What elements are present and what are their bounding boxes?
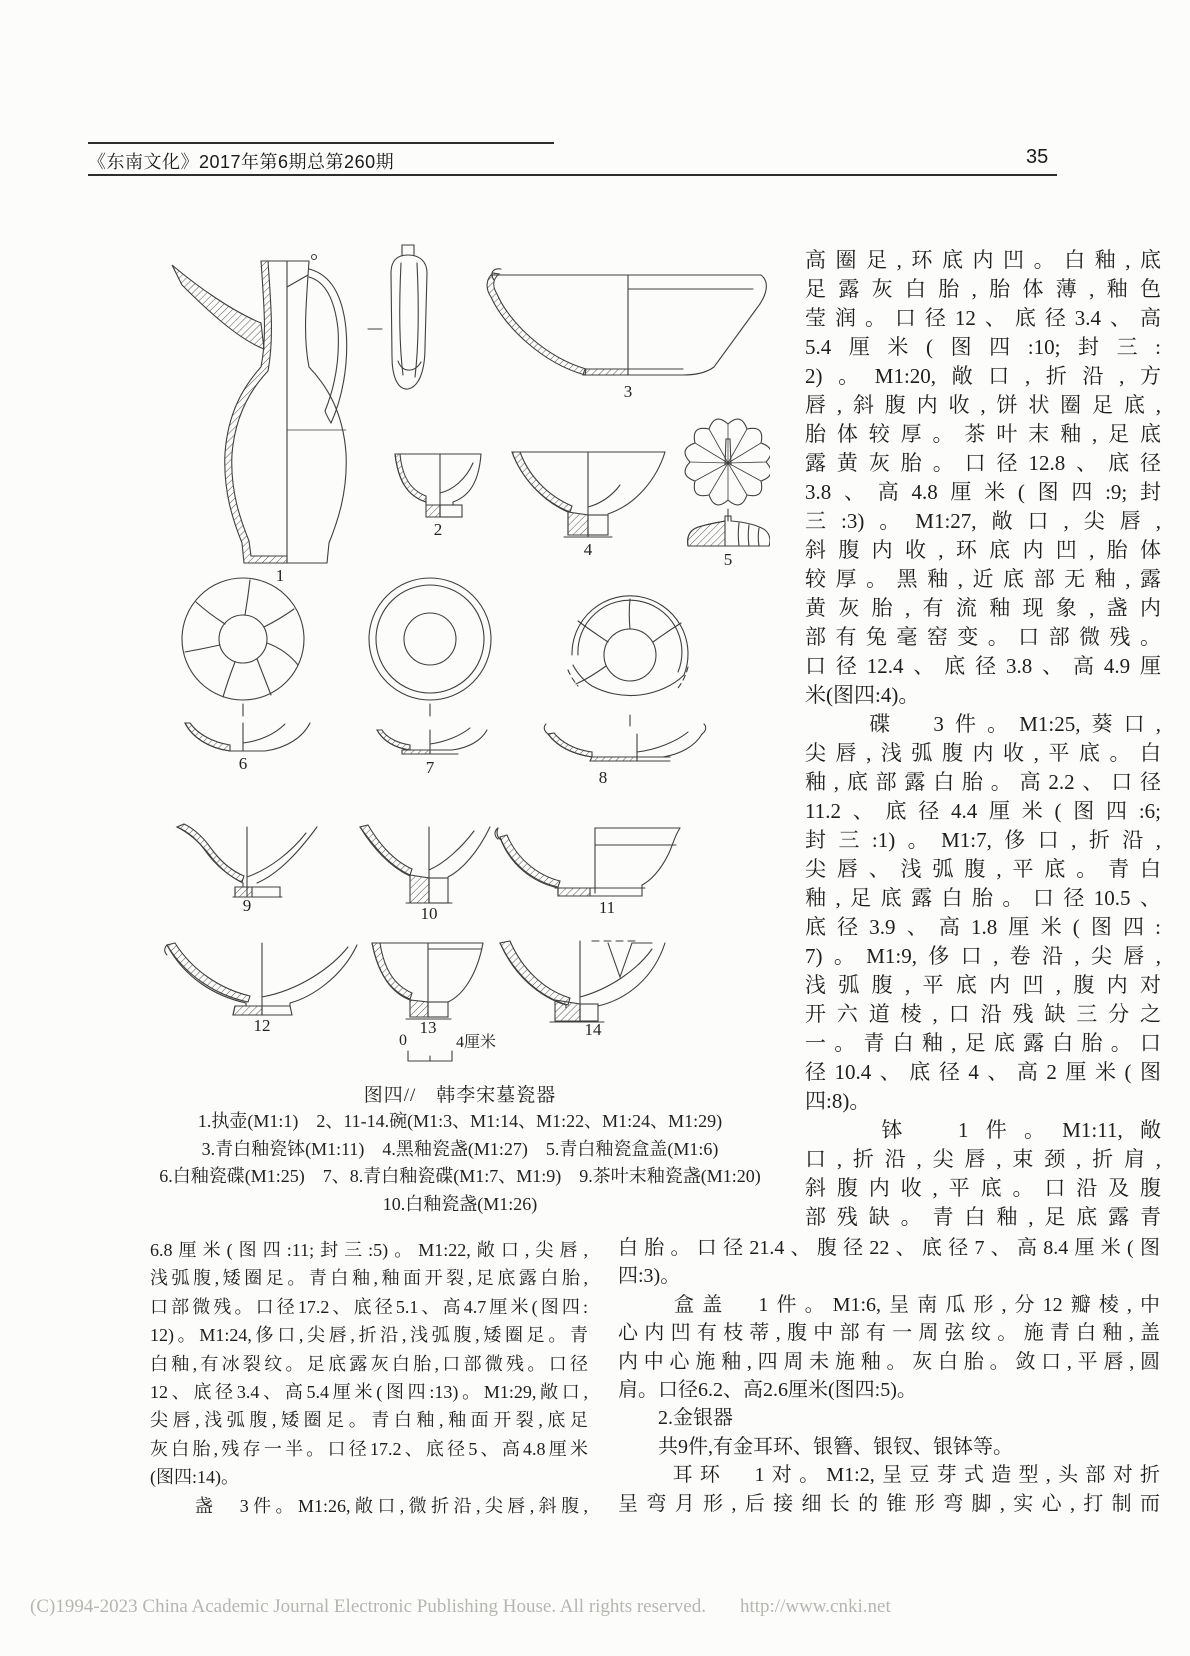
vessel-4-cup [512, 452, 665, 537]
text-line: 10.白釉瓷盏(M1:26) [382, 1193, 538, 1214]
vessel-1-ewer [172, 245, 427, 563]
text-line: 口径12.4、底径3.8、高4.9厘 [805, 654, 1161, 678]
text-line: 1.执壶(M1:1) 2、11-14.碗(M1:3、M1:14、M1:22、M1:24、M1:29) [197, 1111, 723, 1131]
text-line: 斜腹内收,平底。口沿及腹 [805, 1176, 1161, 1200]
figure-label-5: 5 [723, 550, 733, 569]
vessel-3-basin [487, 269, 766, 375]
figure-caption-lines [150, 1108, 770, 1218]
scale-bar [408, 1051, 452, 1061]
text-line: 径10.4、底径4、高2厘米(图 [805, 1060, 1161, 1084]
footer-copyright [30, 1596, 891, 1618]
text-line: 黄灰胎,有流釉现象,盏内 [805, 596, 1161, 620]
text-line: 3.8、高4.8厘米(图四:9;封 [805, 480, 1161, 504]
text-line: 2.金银器 [618, 1407, 733, 1430]
vessel-6-dish [182, 578, 310, 751]
vessel-9-bowl [177, 824, 317, 897]
footer-copyright-text: (C)1994-2023 China Academic Journal Electronic Publishing House. All rights reserved. [30, 1596, 706, 1617]
vessel-10-bowl [360, 825, 490, 903]
figure-label-11: 11 [598, 898, 616, 917]
figure-label-10: 10 [420, 904, 438, 923]
text-line: 6.8厘米(图四:11;封三:5)。M1:22,敞口,尖唇, [150, 1240, 588, 1260]
text-line: 肩。口径6.2、高2.6厘米(图四:5)。 [618, 1379, 917, 1402]
text-line: 灰白胎,残存一半。口径17.2、底径5、高4.8厘米 [150, 1438, 588, 1459]
text-line: 足露灰白胎,胎体薄,釉色 [805, 277, 1161, 301]
figure-label-14: 14 [584, 1020, 602, 1039]
text-line: 6.白釉瓷碟(M1:25) 7、8.青白釉瓷碟(M1:7、M1:9) 9.茶叶末釉瓷盏(M1:20) [159, 1166, 761, 1186]
figure-label-13: 13 [419, 1018, 437, 1037]
bottom-right-text-column [618, 1234, 1160, 1518]
vessel-7-dish [369, 578, 491, 754]
vessel-8-dish [544, 596, 705, 761]
text-line: 开六道棱,口沿残缺三分之 [805, 1002, 1161, 1026]
text-line: 白釉,有冰裂纹。足底露灰白胎,口部微残。口径 [150, 1353, 588, 1374]
text-line: 胎体较厚。茶叶末釉,足底 [805, 422, 1161, 446]
text-line: 碟 3件。M1:25,葵口, [805, 712, 1161, 736]
text-line: (图四:14)。 [150, 1467, 239, 1488]
text-line: 呈弯月形,后接细长的锥形弯脚,实心,打制而 [618, 1492, 1160, 1515]
figure-label-7: 7 [425, 758, 435, 777]
text-line: 2)。M1:20,敞口,折沿,方 [805, 364, 1161, 388]
text-line: 釉,底部露白胎。高2.2、口径 [805, 770, 1161, 794]
figure-label-9: 9 [242, 896, 252, 915]
vessel-13-bowl [372, 943, 483, 1019]
text-line: 白胎。口径21.4、腹径22、底径7、高8.4厘米(图 [618, 1237, 1160, 1259]
figure-label-6: 6 [238, 754, 248, 773]
header-overline [88, 142, 554, 144]
text-line: 12、底径3.4、高5.4厘米(图四:13)。M1:29,敞口, [150, 1382, 588, 1403]
figure-caption-title: 图四// 韩李宋墓瓷器 [363, 1085, 557, 1106]
vessel-14-bowl [500, 941, 665, 1022]
figure-four-drawings [140, 225, 770, 1070]
text-line: 3.青白釉瓷钵(M1:11) 4.黑釉瓷盏(M1:27) 5.青白釉瓷盒盖(M1:6) [201, 1138, 719, 1159]
text-line: 口部微残。口径17.2、底径5.1、高4.7厘米(图四: [150, 1296, 588, 1317]
journal-issue-title: 《东南文化》2017年第6期总第260期 [88, 152, 395, 172]
right-text-column [805, 246, 1161, 1232]
text-line: 口,折沿,尖唇,束颈,折肩, [805, 1147, 1161, 1171]
text-line: 12)。M1:24,侈口,尖唇,折沿,浅弧腹,矮圈足。青 [150, 1325, 588, 1346]
text-line: 三:3)。M1:27,敞口,尖唇, [805, 509, 1161, 533]
text-line: 莹润。口径12、底径3.4、高 [805, 306, 1161, 330]
vessel-5-box-lid [685, 419, 770, 546]
text-line: 盏 3件。M1:26,敞口,微折沿,尖唇,斜腹, [150, 1495, 588, 1516]
vessel-2-bowl [395, 454, 481, 517]
text-line: 浅弧腹,平底内凹,腹内对 [805, 973, 1161, 997]
text-line: 耳环 1对。M1:2,呈豆芽式造型,头部对折 [618, 1464, 1160, 1487]
figure-label-12: 12 [253, 1016, 271, 1035]
text-line: 心内凹有枝蒂,腹中部有一周弦纹。施青白釉,盖 [618, 1322, 1160, 1345]
text-line: 5.4厘米(图四:10;封三: [805, 335, 1161, 359]
text-line: 米(图四:4)。 [805, 683, 920, 707]
text-line: 内中心施釉,四周未施釉。灰白胎。敛口,平唇,圆 [618, 1350, 1160, 1373]
text-line: 一。青白釉,足底露白胎。口 [805, 1031, 1161, 1055]
text-line: 露黄灰胎。口径12.8、底径 [805, 451, 1161, 475]
text-line: 浅弧腹,矮圈足。青白釉,釉面开裂,足底露白胎, [150, 1268, 588, 1289]
figure-label-1: 1 [275, 566, 285, 585]
text-line: 斜腹内收,环底内凹,胎体 [805, 538, 1161, 562]
text-line: 7)。M1:9,侈口,卷沿,尖唇, [805, 944, 1161, 968]
figure-label-8: 8 [598, 768, 608, 787]
text-line: 钵 1件。M1:11,敞 [805, 1118, 1161, 1142]
text-line: 11.2、底径4.4厘米(图四:6; [805, 799, 1161, 823]
scale-zero-label: 0 [399, 1032, 407, 1049]
text-line: 四:3)。 [618, 1265, 681, 1288]
text-line: 部有兔毫窑变。口部微残。 [805, 625, 1161, 649]
text-line: 釉,足底露白胎。口径10.5、 [805, 886, 1161, 910]
text-line: 尖唇、浅弧腹,平底。青白 [805, 857, 1161, 881]
text-line: 封三:1)。M1:7,侈口,折沿, [805, 828, 1161, 852]
text-line: 较厚。黑釉,近底部无釉,露 [805, 567, 1161, 591]
figure-label-4: 4 [583, 540, 593, 559]
text-line: 底径3.9、高1.8厘米(图四: [805, 915, 1161, 939]
vessel-11-bowl [495, 828, 680, 896]
figure-label-2: 2 [433, 520, 443, 539]
bottom-left-text-column [150, 1236, 588, 1520]
text-line: 部残缺。青白釉,足底露青 [805, 1205, 1161, 1229]
text-line: 尖唇,浅弧腹内收,平底。白 [805, 741, 1161, 765]
text-line: 共9件,有金耳环、银簪、银钗、银钵等。 [618, 1435, 1013, 1458]
text-line: 尖唇,浅弧腹,矮圈足。青白釉,釉面开裂,底足 [150, 1410, 588, 1431]
scale-end-label: 4厘米 [455, 1034, 497, 1051]
text-line: 四:8)。 [805, 1089, 871, 1113]
vessel-12-bowl [165, 943, 357, 1015]
text-line: 盒盖 1件。M1:6,呈南瓜形,分12瓣棱,中 [618, 1293, 1160, 1316]
text-line: 唇,斜腹内收,饼状圈足底, [805, 393, 1161, 417]
figure-label-3: 3 [623, 382, 633, 401]
header-underline [88, 174, 1057, 176]
footer-url[interactable]: http://www.cnki.net [739, 1596, 891, 1617]
text-line: 高圈足,环底内凹。白釉,底 [805, 248, 1161, 272]
page-number: 35 [1026, 146, 1049, 168]
